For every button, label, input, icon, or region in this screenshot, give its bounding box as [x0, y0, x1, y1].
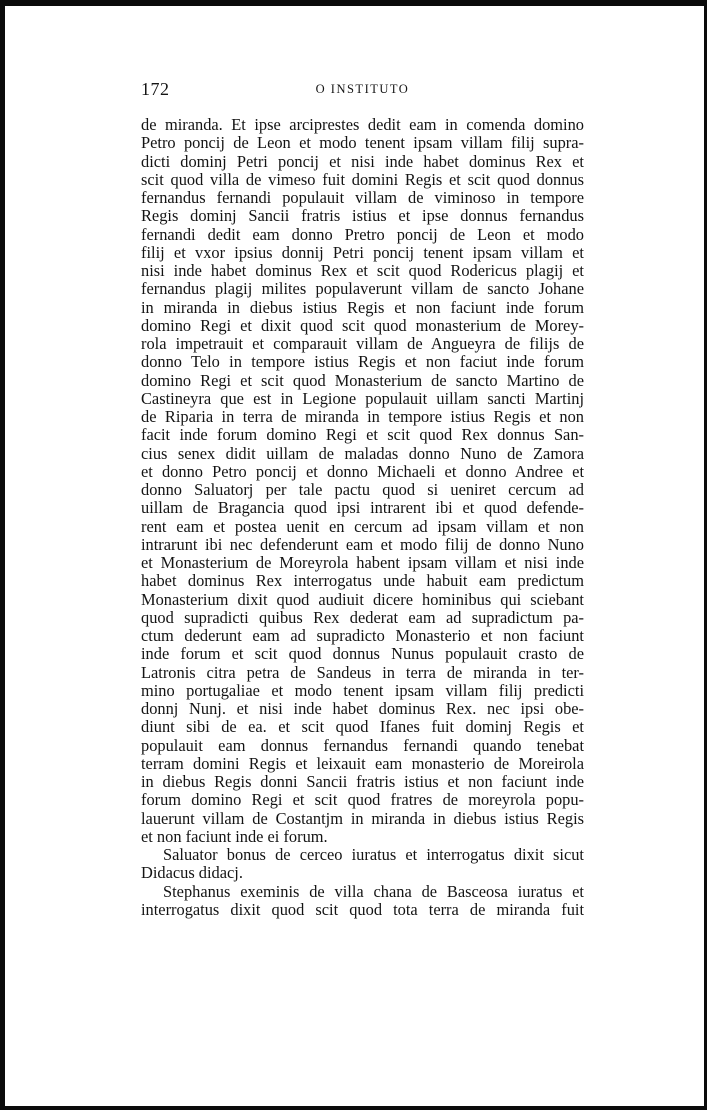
- text-line: dicti dominj Petri poncij et nisi inde habet dominus Rex et: [141, 151, 584, 171]
- text-line: domino Regi et scit quod Monasterium de sancto Martino de: [141, 370, 584, 390]
- text-line: rent eam et postea uenit en cercum ad ipsam villam et non: [141, 516, 584, 536]
- text-line: terram domini Regis et leixauit eam monasterio de Moreirola: [141, 753, 584, 773]
- text-line: Stephanus exeminis de villa chana de Basceosa iuratus et: [163, 881, 584, 901]
- text-line: ctum dederunt eam ad supradicto Monasterio et non faciunt: [141, 626, 584, 645]
- text-line: quod supradicti quibus Rex dederat eam ad supradictum pa-: [141, 607, 584, 627]
- text-line: facit inde forum domino Regi et scit quod Rex donnus San-: [141, 425, 584, 445]
- running-title: O INSTITUTO: [315, 82, 410, 96]
- text-line: Petro poncij de Leon et modo tenent ipsam villam filij supra-: [141, 133, 584, 153]
- text-line: et donno Petro poncij et donno Michaeli et donno Andree et: [141, 461, 584, 481]
- page-number: 172: [141, 79, 170, 99]
- text-line: domino Regi et dixit quod scit quod monasterium de Morey-: [141, 315, 584, 335]
- text-line: et Monasterium de Moreyrola habent ipsam villam et nisi inde: [141, 553, 584, 572]
- text-line: de Riparia in terra de miranda in tempore istius Regis et non: [141, 407, 584, 426]
- body-text: [141, 116, 584, 919]
- text-line: inde forum et scit quod donnus Nunus populauit crasto de: [141, 644, 584, 664]
- text-line: donno Saluatorj per tale pactu quod si ueniret cercum ad: [141, 480, 584, 499]
- text-line: Regis dominj Sancii fratris istius et ipse donnus fernandus: [141, 206, 584, 226]
- text-line: interrogatus dixit quod scit quod tota terra de miranda fuit: [141, 899, 584, 919]
- text-line: habet dominus Rex interrogatus unde habuit eam predictum: [141, 571, 584, 591]
- text-line: scit quod villa de vimeso fuit domini Regis et scit quod donnus: [141, 169, 584, 189]
- text-line: populauit eam donnus fernandus fernandi quando tenebat: [141, 735, 584, 755]
- text-line: Latronis citra petra de Sandeus in terra de miranda in ter-: [141, 662, 584, 682]
- text-line: Didacus didacj.: [141, 863, 243, 883]
- text-line: Castineyra que est in Legione populauit uillam sancti Martinj: [141, 388, 584, 408]
- text-line: nisi inde habet dominus Rex et scit quod Rodericus plagij et: [141, 261, 584, 280]
- text-line: cius senex didit uillam de maladas donno Nuno de Zamora: [141, 443, 584, 463]
- text-line: filij et vxor ipsius donnij Petri poncij tenent ipsam villam et: [141, 242, 584, 262]
- text-line: mino portugaliae et modo tenent ipsam villam filij predicti: [141, 680, 584, 700]
- text-line: uillam de Bragancia quod ipsi intrarent ibi et quod defende-: [141, 498, 584, 518]
- text-line: forum domino Regi et scit quod fratres de moreyrola popu-: [141, 790, 584, 810]
- text-line: diunt sibi de ea. et scit quod Ifanes fuit dominj Regis et: [141, 717, 584, 737]
- text-line: fernandi dedit eam donno Pretro poncij de Leon et modo: [141, 224, 584, 244]
- text-line: in miranda in diebus istius Regis et non faciunt inde forum: [141, 297, 584, 317]
- text-line: donno Telo in tempore istius Regis et non faciut inde forum: [141, 352, 584, 372]
- text-line: de miranda. Et ipse arciprestes dedit eam in comenda domino: [141, 115, 584, 134]
- text-line: fernandus fernandi populauit villam de viminoso in tempore: [141, 188, 584, 207]
- text-line: lauerunt villam de Costantjm in miranda in diebus istius Regis: [141, 808, 584, 828]
- page-header: [141, 79, 584, 101]
- text-line: Saluator bonus de cerceo iuratus et interrogatus dixit sicut: [163, 845, 584, 864]
- text-line: et non faciunt inde ei forum.: [141, 826, 328, 846]
- text-line: fernandus plagij milites populaverunt villam de sancto Johane: [141, 279, 584, 299]
- text-line: donnj Nunj. et nisi inde habet dominus Rex. nec ipsi obe-: [141, 699, 584, 718]
- text-line: Monasterium dixit quod audiuit dicere hominibus qui sciebant: [141, 589, 584, 609]
- text-line: rola impetrauit et comparauit villam de Angueyra de filijs de: [141, 334, 584, 353]
- text-line: in diebus Regis donni Sancii fratris istius et non faciunt inde: [141, 772, 584, 791]
- text-line: intrarunt ibi nec defenderunt eam et modo filij de donno Nuno: [141, 534, 584, 554]
